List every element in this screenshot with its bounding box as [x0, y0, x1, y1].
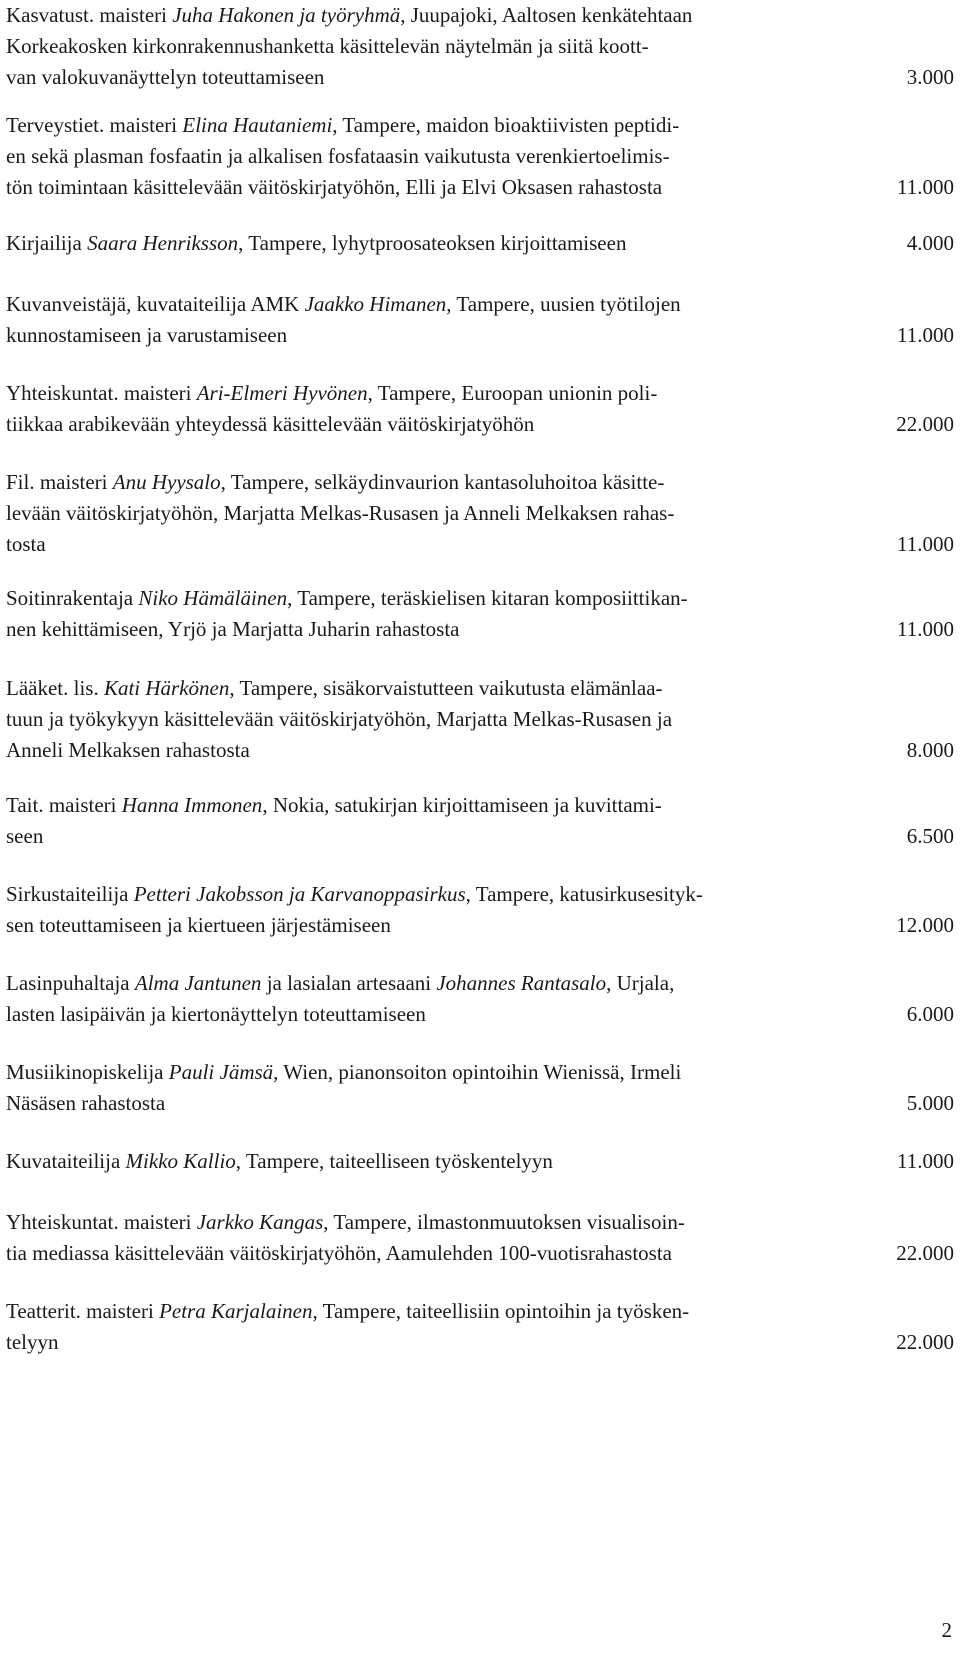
grant-description	[6, 409, 534, 440]
grant-entry	[6, 968, 954, 1030]
grant-description	[6, 910, 391, 941]
grant-text: Lääket. lis.	[6, 676, 104, 700]
grant-entry-line	[6, 0, 954, 31]
recipient-name: Kati Härkönen	[103, 676, 230, 700]
grant-entry	[6, 289, 954, 351]
grant-amount: 11.000	[897, 532, 954, 556]
grant-text: , Tampere, ilmastonmuutoksen visualisoin-	[323, 1210, 685, 1234]
grant-text: seen	[6, 824, 44, 848]
grant-entry-last-line	[6, 62, 954, 93]
grant-text: Tait. maisteri	[6, 793, 122, 817]
grant-text: , Tampere, lyhytproosateoksen kirjoittamiseen	[238, 231, 627, 255]
grant-description	[6, 707, 672, 731]
grant-description	[6, 1210, 685, 1234]
grant-entry-last-line	[6, 1327, 954, 1358]
grant-amount: 12.000	[896, 913, 954, 937]
grant-description	[6, 501, 674, 525]
grant-text: Yhteiskuntat. maisteri	[6, 381, 197, 405]
grant-text: , Tampere, teräskielisen kitaran komposiittikan-	[287, 586, 688, 610]
grant-description	[6, 821, 43, 852]
grant-description	[6, 735, 250, 766]
grant-entry-line	[6, 583, 954, 614]
grant-text: , Urjala,	[606, 971, 675, 995]
grant-entry-last-line	[6, 821, 954, 852]
grant-amount: 4.000	[906, 231, 954, 255]
grant-entry-last-line	[6, 1146, 954, 1177]
grant-entry	[6, 583, 954, 645]
grant-description	[6, 1146, 553, 1177]
grant-text: , Tampere, Euroopan unionin poli-	[367, 381, 658, 405]
grant-text: , Tampere, selkäydinvaurion kantasoluhoitoa käsitte-	[220, 470, 665, 494]
grant-amount: 22.000	[896, 1330, 954, 1354]
grant-entry-line	[6, 968, 954, 999]
grant-text: Terveystiet. maisteri	[6, 113, 183, 137]
grant-amount: 3.000	[906, 65, 954, 89]
grant-description	[6, 971, 674, 995]
grant-text: nen kehittämiseen, Yrjö ja Marjatta Juharin rahastosta	[6, 617, 460, 641]
grant-amount: 5.000	[906, 1091, 954, 1115]
grant-description	[6, 793, 662, 817]
grant-text: Soitinrakentaja	[6, 586, 139, 610]
grant-text: Korkeakosken kirkonrakennushanketta käsittelevän näytelmän ja siitä koott-	[6, 34, 649, 58]
recipient-name: Juha Hakonen ja työryhmä	[172, 3, 401, 27]
recipient-name: Johannes Rantasalo	[436, 971, 607, 995]
grant-text: levään väitöskirjatyöhön, Marjatta Melkas-Rusasen ja Anneli Melkaksen rahas-	[6, 501, 675, 525]
grant-entry	[6, 0, 954, 93]
grant-entry-last-line	[6, 172, 954, 203]
grant-text: Fil. maisteri	[6, 470, 113, 494]
recipient-name: Anu Hyysalo	[112, 470, 221, 494]
recipient-name: Elina Hautaniemi	[182, 113, 333, 137]
grant-amount: 22.000	[896, 412, 954, 436]
grant-description	[6, 1238, 672, 1269]
grant-entry-line	[6, 467, 954, 498]
grant-amount: 8.000	[906, 738, 954, 762]
recipient-name: Mikko Kallio	[125, 1149, 236, 1173]
grant-text: Näsäsen rahastosta	[6, 1091, 166, 1115]
grant-amount: 22.000	[896, 1241, 954, 1265]
grant-description	[6, 1060, 681, 1084]
grant-entry-last-line	[6, 320, 954, 351]
recipient-name: Ari-Elmeri Hyvönen	[196, 381, 368, 405]
grant-description	[6, 34, 649, 58]
grant-amount: 6.500	[906, 824, 954, 848]
grant-entry-last-line	[6, 910, 954, 941]
grant-text: , Tampere, sisäkorvaistutteen vaikutusta elämänlaa-	[229, 676, 663, 700]
grant-entry-line	[6, 498, 954, 529]
recipient-name: Jarkko Kangas	[196, 1210, 324, 1234]
grant-text: , Nokia, satukirjan kirjoittamiseen ja kuvittami-	[262, 793, 662, 817]
grant-text: , Tampere, taiteellisiin opintoihin ja työsken-	[312, 1299, 690, 1323]
grant-entry-line	[6, 141, 954, 172]
grant-description	[6, 320, 287, 351]
grant-text: Teatterit. maisteri	[6, 1299, 160, 1323]
grant-description	[6, 113, 679, 137]
grant-text: kunnostamiseen ja varustamiseen	[6, 323, 288, 347]
grant-amount: 6.000	[906, 1002, 954, 1026]
grant-text: tia mediassa käsittelevään väitöskirjatyöhön, Aamulehden 100-vuotisrahastosta	[6, 1241, 673, 1265]
grant-description	[6, 62, 324, 93]
grant-entry-line	[6, 879, 954, 910]
grant-entry-line	[6, 31, 954, 62]
grant-text: Kuvataiteilija	[6, 1149, 126, 1173]
grant-entry	[6, 879, 954, 941]
grant-text: Kuvanveistäjä, kuvataiteilija AMK	[6, 292, 305, 316]
grant-text: en sekä plasman fosfaatin ja alkalisen fosfataasin vaikutusta verenkiertoelimis-	[6, 144, 670, 168]
grant-entry-last-line	[6, 999, 954, 1030]
grant-amount: 11.000	[897, 323, 954, 347]
grant-text: tuun ja työkykyyn käsittelevään väitöskirjatyöhön, Marjatta Melkas-Rusasen ja	[6, 707, 673, 731]
grant-entry	[6, 1207, 954, 1269]
grant-entry-last-line	[6, 614, 954, 645]
recipient-name: Alma Jantunen	[134, 971, 262, 995]
grant-text: Sirkustaiteilija	[6, 882, 134, 906]
grant-entry-line	[6, 790, 954, 821]
grant-amount: 11.000	[897, 175, 954, 199]
grant-text: Musiikinopiskelija	[6, 1060, 169, 1084]
recipient-name: Petra Karjalainen	[159, 1299, 313, 1323]
grant-description	[6, 144, 670, 168]
grant-text: tiikkaa arabikevään yhteydessä käsittelevään väitöskirjatyöhön	[6, 412, 535, 436]
grant-text: , Wien, pianonsoiton opintoihin Wienissä, Irmeli	[273, 1060, 682, 1084]
grant-description	[6, 172, 662, 203]
grant-description	[6, 1299, 689, 1323]
grant-entry-line	[6, 1296, 954, 1327]
grant-entry-last-line	[6, 735, 954, 766]
grant-description	[6, 1088, 165, 1119]
recipient-name: Niko Hämäläinen	[138, 586, 288, 610]
grant-description	[6, 586, 688, 610]
grant-entry-line	[6, 704, 954, 735]
grant-text: Anneli Melkaksen rahastosta	[6, 738, 250, 762]
grant-amount: 11.000	[897, 1149, 954, 1173]
grant-entry-last-line	[6, 1088, 954, 1119]
grant-description	[6, 999, 426, 1030]
grant-entry-last-line	[6, 228, 954, 259]
grant-entry-line	[6, 1207, 954, 1238]
grant-text: telyyn	[6, 1330, 59, 1354]
recipient-name: Jaakko Himanen	[304, 292, 447, 316]
page-number: 2	[941, 1618, 952, 1642]
grant-entry-last-line	[6, 529, 954, 560]
grant-entry	[6, 1057, 954, 1119]
grant-text: ja lasialan artesaani	[261, 971, 437, 995]
grant-entry-last-line	[6, 409, 954, 440]
recipient-name: Pauli Jämsä	[168, 1060, 274, 1084]
grant-text: tosta	[6, 532, 46, 556]
grant-description	[6, 470, 664, 494]
grant-description	[6, 381, 657, 405]
grant-text: Lasinpuhaltaja	[6, 971, 135, 995]
grant-text: Yhteiskuntat. maisteri	[6, 1210, 197, 1234]
grant-entry	[6, 673, 954, 766]
grant-entry-last-line	[6, 1238, 954, 1269]
grant-text: van valokuvanäyttelyn toteuttamiseen	[6, 65, 325, 89]
grant-entry-line	[6, 673, 954, 704]
grant-text: , Tampere, katusirkusesityk-	[465, 882, 703, 906]
grant-entry	[6, 1146, 954, 1177]
grant-description	[6, 676, 663, 700]
grant-text: , Tampere, uusien työtilojen	[446, 292, 681, 316]
grant-amount: 11.000	[897, 617, 954, 641]
grant-entry	[6, 467, 954, 560]
grant-text: tön toimintaan käsittelevään väitöskirjatyöhön, Elli ja Elvi Oksasen rahastosta	[6, 175, 663, 199]
grant-entry	[6, 110, 954, 203]
grant-entry-line	[6, 110, 954, 141]
grant-description	[6, 882, 703, 906]
grant-text: sen toteuttamiseen ja kiertueen järjestämiseen	[6, 913, 391, 937]
grant-description	[6, 1327, 59, 1358]
grant-text: , Tampere, taiteelliseen työskentelyyn	[235, 1149, 553, 1173]
grant-entry-line	[6, 1057, 954, 1088]
grant-text: , Juupajoki, Aaltosen kenkätehtaan	[400, 3, 693, 27]
grant-text: Kirjailija	[6, 231, 88, 255]
grant-entry	[6, 378, 954, 440]
grant-description	[6, 3, 692, 27]
grant-text: Kasvatust. maisteri	[6, 3, 173, 27]
grant-entry	[6, 1296, 954, 1358]
recipient-name: Saara Henriksson	[87, 231, 239, 255]
grant-description	[6, 614, 460, 645]
recipient-name: Petteri Jakobsson ja Karvanoppasirkus	[133, 882, 466, 906]
grant-description	[6, 529, 46, 560]
grant-text: , Tampere, maidon bioaktiivisten peptidi-	[332, 113, 680, 137]
grant-entry	[6, 790, 954, 852]
grant-description	[6, 292, 681, 316]
grant-text: lasten lasipäivän ja kiertonäyttelyn toteuttamiseen	[6, 1002, 426, 1026]
grant-description	[6, 228, 626, 259]
grant-entry-line	[6, 289, 954, 320]
recipient-name: Hanna Immonen	[121, 793, 263, 817]
grant-entry-line	[6, 378, 954, 409]
grant-entry	[6, 228, 954, 259]
